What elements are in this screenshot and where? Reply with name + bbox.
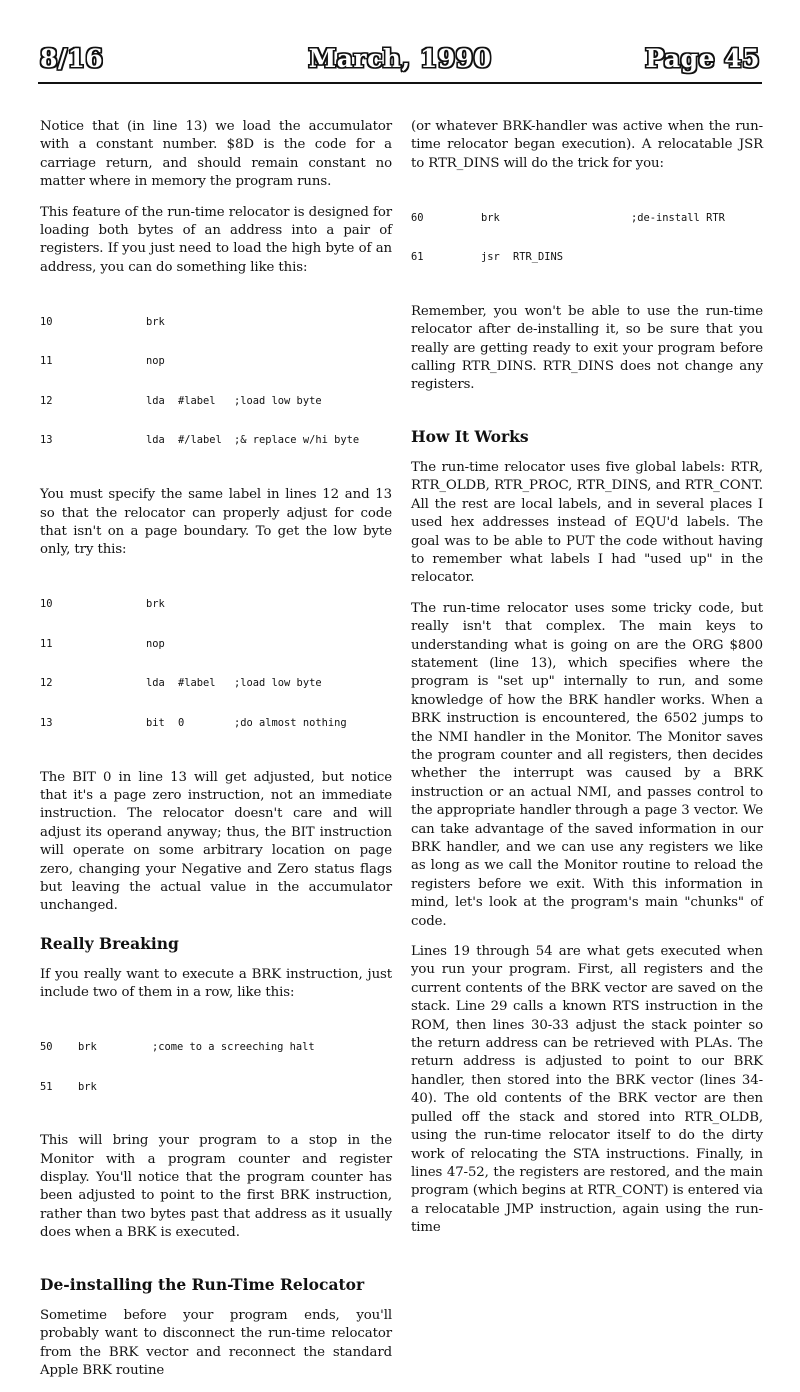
paragraph: The run-time relocator uses five global labels: RTR, RTR_OLDB, RTR_PROC, RTR_DINS, and RTR_CONT. All the rest are local labels, and in several places I used hex addresses instead of EQU'd labels. The goal was to be able to PUT the code without having to remember what labels I had "used up" in the relocator.: [411, 459, 763, 586]
paragraph: (or whatever BRK-handler was active when the run-time relocator began execution). A relocatable JSR to RTR_DINS will do the trick for you:: [411, 119, 763, 171]
page-header: [38, 42, 762, 84]
code-line: 50 brk ;come to a screeching halt: [40, 1041, 315, 1054]
code-block: [40, 289, 392, 474]
code-line: 51 brk: [40, 1080, 97, 1093]
paragraph: This feature of the run-time relocator is designed for loading both bytes of an address into a pair of registers. If you just need to load the high byte of an address, you can do something like this:: [40, 204, 392, 275]
code-line: 11 nop: [40, 637, 165, 650]
issue-number: 8/16: [40, 44, 104, 73]
code-line: 11 nop: [40, 355, 165, 368]
paragraph: Notice that (in line 13) we load the accumulator with a constant number. $8D is the code for a carriage return, and should remain constant no matter where in memory the program runs.: [40, 119, 392, 190]
issue-date: March, 1990: [308, 44, 492, 73]
code-line: 61 jsr RTR_DINS: [411, 251, 564, 264]
paragraph: Remember, you won't be able to use the run-time relocator after de-installing it, so be sure that you really are getting ready to exit your program before calling RTR_DINS. RTR_DINS does not change any registers.: [411, 303, 763, 393]
code-line: 12 lda #label ;load low byte: [40, 394, 322, 407]
section-heading: De-installing the Run-Time Relocator: [40, 1274, 365, 1294]
paragraph: The run-time relocator uses some tricky code, but really isn't that complex. The main keys to understanding what is going on are the ORG $800 statement (line 13), which specifies where the program is "set up" internally to run, and some knowledge of how the BRK handler works. When a BRK instruction is encountered, the 6502 jumps to the NMI handler in the Monitor. The Monitor saves the program counter and all registers, then decides whether the interrupt was caused by a BRK instruction or an actual NMI, and passes control to the appropriate handler through a page 3 vector. We can take advantage of the saved information in our BRK handler, and we can use any registers we like as long as we call the Monitor routine to reload the registers before we exit. With this information in mind, let's look at the program's main "chunks" of code.: [411, 600, 763, 929]
paragraph: This will bring your program to a stop in the Monitor with a program counter and register display. You'll notice that the program counter has been adjusted to point to the first BRK instruction, rather than two bytes past that address as it usually does when a BRK is executed.: [40, 1133, 392, 1241]
code-line: 13 bit 0 ;do almost nothing: [40, 716, 347, 729]
paragraph: If you really want to execute a BRK instruction, just include two of them in a row, like this:: [40, 966, 392, 1001]
code-line: 10 brk: [40, 598, 165, 611]
paragraph: You must specify the same label in lines 12 and 13 so that the relocator can properly adjust for code that isn't on a page boundary. To get the low byte only, try this:: [40, 487, 392, 558]
right-column: [411, 118, 763, 1250]
paragraph: Sometime before your program ends, you'll probably want to disconnect the run-time relocator from the BRK vector and reconnect the standard Apple BRK routine: [40, 1307, 392, 1378]
code-block: [40, 1015, 392, 1121]
page-number: Page 45: [645, 44, 760, 73]
left-column: [40, 118, 392, 1392]
section-heading: How It Works: [411, 426, 529, 446]
paragraph: The BIT 0 in line 13 will get adjusted, but notice that it's a page zero instruction, not an immediate instruction. The relocator doesn't care and will adjust its operand anyway; thus, the BIT instruction will operate on some arbitrary location on page zero, changing your Negative and Zero status flags but leaving the actual value in the accumulator unchanged.: [40, 769, 392, 914]
code-line: 10 brk: [40, 315, 165, 328]
code-block: [411, 185, 763, 291]
code-line: 12 lda #label ;load low byte: [40, 677, 322, 690]
code-block: [40, 572, 392, 757]
code-line: 60 brk ;de-install RTR: [411, 211, 725, 224]
paragraph: Lines 19 through 54 are what gets executed when you run your program. First, all registers and the current contents of the BRK vector are saved on the stack. Line 29 calls a known RTS instruction in the ROM, then lines 30-33 adjust the stack pointer so the return address can be retrieved with PLAs. The return address is adjusted to point to our BRK handler, then stored into the BRK vector (lines 34-40). The old contents of the BRK vector are then pulled off the stack and stored into RTR_OLDB, using the run-time relocator itself to do the dirty work of relocating the STA instructions. Finally, in lines 47-52, the registers are restored, and the main program (which begins at RTR_CONT) is entered via a relocatable JMP instruction, again using the run-time: [411, 944, 763, 1236]
code-line: 13 lda #/label ;& replace w/hi byte: [40, 434, 360, 447]
section-heading: Really Breaking: [40, 933, 179, 953]
